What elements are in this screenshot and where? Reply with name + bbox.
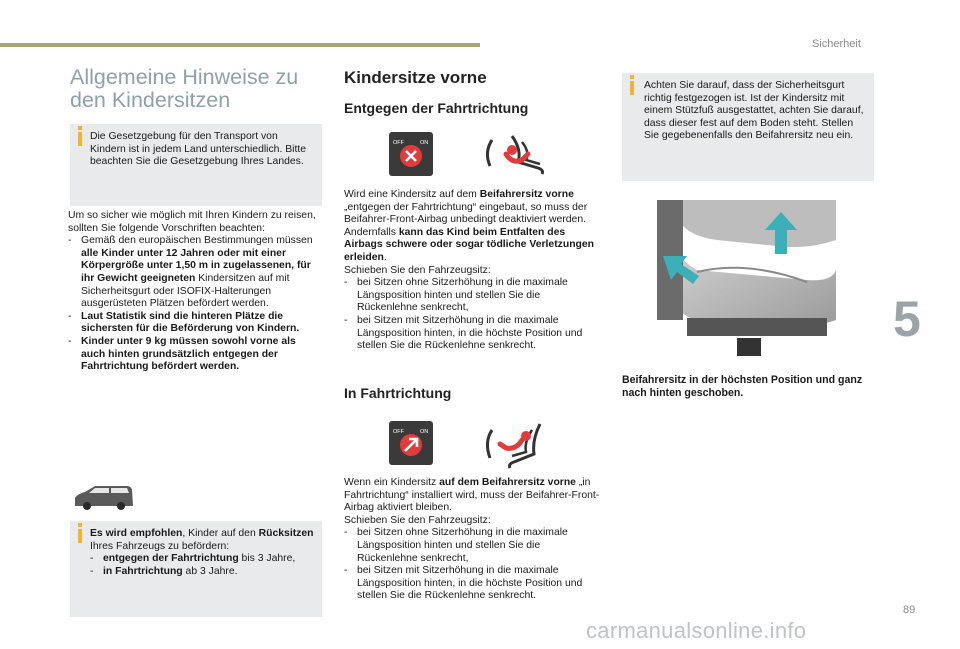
photo-caption: Beifahrersitz in der höchsten Position und ganz nach hinten geschoben.: [622, 374, 863, 399]
rules-block: [68, 210, 322, 374]
rule-item-1: - Gemäß den europäischen Bestimmungen müssen alle Kinder unter 12 Jahren oder mit einer Körpergröße unter 1,50 m in zugelassenen, für ihr Gewicht geeigneten Kindersitzen auf mit Sicherheitsgurt oder ISOFIX-Halterungen ausgerüsteten Plätzen befördert werden.: [68, 235, 313, 310]
page-title: Allgemeine Hinweise zu den Kindersitzen: [70, 65, 299, 112]
info-note-legislation: [70, 124, 322, 206]
rules-intro: Um so sicher wie möglich mit Ihren Kindern zu reisen, sollten Sie folgende Vorschriften beachten:: [68, 210, 316, 234]
airbag-off-icon: [389, 132, 433, 176]
passenger-seat-photo: [657, 200, 836, 356]
child-seat-forward-facing-icon: [482, 420, 554, 470]
forward-facing-instruction: Schieben Sie den Fahrzeugsitz:: [344, 514, 491, 526]
forward-facing-paragraph: Wenn ein Kindersitz auf dem Beifahrersitz vorne „in Fahrtrichtung“ installiert wird, muss der Beifahrer-Front-Airbag aktiviert bleiben.: [344, 477, 600, 514]
rule-item-2: - Laut Statistik sind die hinteren Plätze die sichersten für die Beförderung von Kindern.: [68, 310, 300, 335]
section-heading-front-seats: Kindersitze vorne: [344, 68, 487, 87]
airbag-on-icon: [389, 421, 433, 465]
rear-facing-text: [344, 189, 600, 353]
info-icon: [78, 132, 82, 146]
forward-facing-item-2: - bei Sitzen mit Sitzerhöhung in die maximale Längsposition hinten, in die höchste Position und stellen Sie die Rückenlehne senkrecht.: [344, 565, 583, 602]
info-note-text: Die Gesetzgebung für den Transport von Kindern ist in jedem Land unterschiedlich. Bitte beachten Sie die Gesetzgebung Ihres Landes.: [90, 131, 307, 168]
info-note-seatbelt: [622, 73, 874, 181]
airbag-off-label: OFF: [393, 140, 404, 146]
subheading-forward-facing: In Fahrtrichtung: [344, 385, 452, 401]
car-icon: [73, 484, 135, 510]
forward-facing-text: [344, 477, 600, 603]
subheading-rear-facing: Entgegen der Fahrtrichtung: [344, 100, 529, 116]
info-icon: [78, 529, 82, 543]
chapter-number: 5: [893, 291, 921, 347]
page-number: 89: [903, 604, 916, 616]
recommendation-item-2: - in Fahrtrichtung ab 3 Jahre.: [90, 565, 238, 577]
rear-facing-item-2: - bei Sitzen mit Sitzerhöhung in die maximale Längsposition hinten, in die höchste Position und stellen Sie die Rückenlehne senkrecht.: [344, 314, 583, 352]
airbag-off-label: OFF: [393, 429, 404, 435]
recommendation-text: Es wird empfohlen, Kinder auf den Rücksitzen Ihres Fahrzeugs zu befördern:: [90, 528, 314, 552]
header-rule: [0, 43, 480, 47]
child-seat-rear-facing-icon: [482, 130, 554, 178]
forward-facing-item-1: - bei Sitzen ohne Sitzerhöhung in die maximale Längsposition hinten und stellen Sie die Rückenlehne senkrecht,: [344, 527, 568, 564]
recommendation-item-1: - entgegen der Fahrtrichtung bis 3 Jahre,: [90, 553, 296, 565]
info-icon: [630, 81, 634, 95]
section-title: Sicherheit: [812, 38, 861, 50]
airbag-on-label: ON: [420, 429, 429, 435]
info-note-rear-seats: [70, 521, 322, 617]
rule-item-3: - Kinder unter 9 kg müssen sowohl vorne als auch hinten grundsätzlich entgegen der Fahrtrichtung befördert werden.: [68, 335, 296, 373]
watermark: carmanualsonline.info: [586, 618, 807, 643]
rear-facing-paragraph: Wird eine Kindersitz auf dem Beifahrersitz vorne „entgegen der Fahrtrichtung“ eingebaut, so muss der Beifahrer-Front-Airbag unbedingt deaktiviert werden. Andernfalls kann das Kind beim Entfalten des Airbags schwere oder sogar tödliche Verletzungen erleiden.: [344, 189, 595, 263]
airbag-on-label: ON: [420, 140, 429, 146]
rear-facing-instruction: Schieben Sie den Fahrzeugsitz:: [344, 264, 491, 276]
rear-facing-item-1: - bei Sitzen ohne Sitzerhöhung in die maximale Längsposition hinten und stellen Sie die Rückenlehne senkrecht,: [344, 277, 568, 314]
seatbelt-note-text: Achten Sie darauf, dass der Sicherheitsgurt richtig festgezogen ist. Ist der Kindersitz mit einem Stützfuß ausgestattet, achten Sie darauf, dass dieser fest auf dem Boden steht. Stellen Sie gegebenenfalls den Beifahrersitz neu ein.: [644, 80, 864, 142]
